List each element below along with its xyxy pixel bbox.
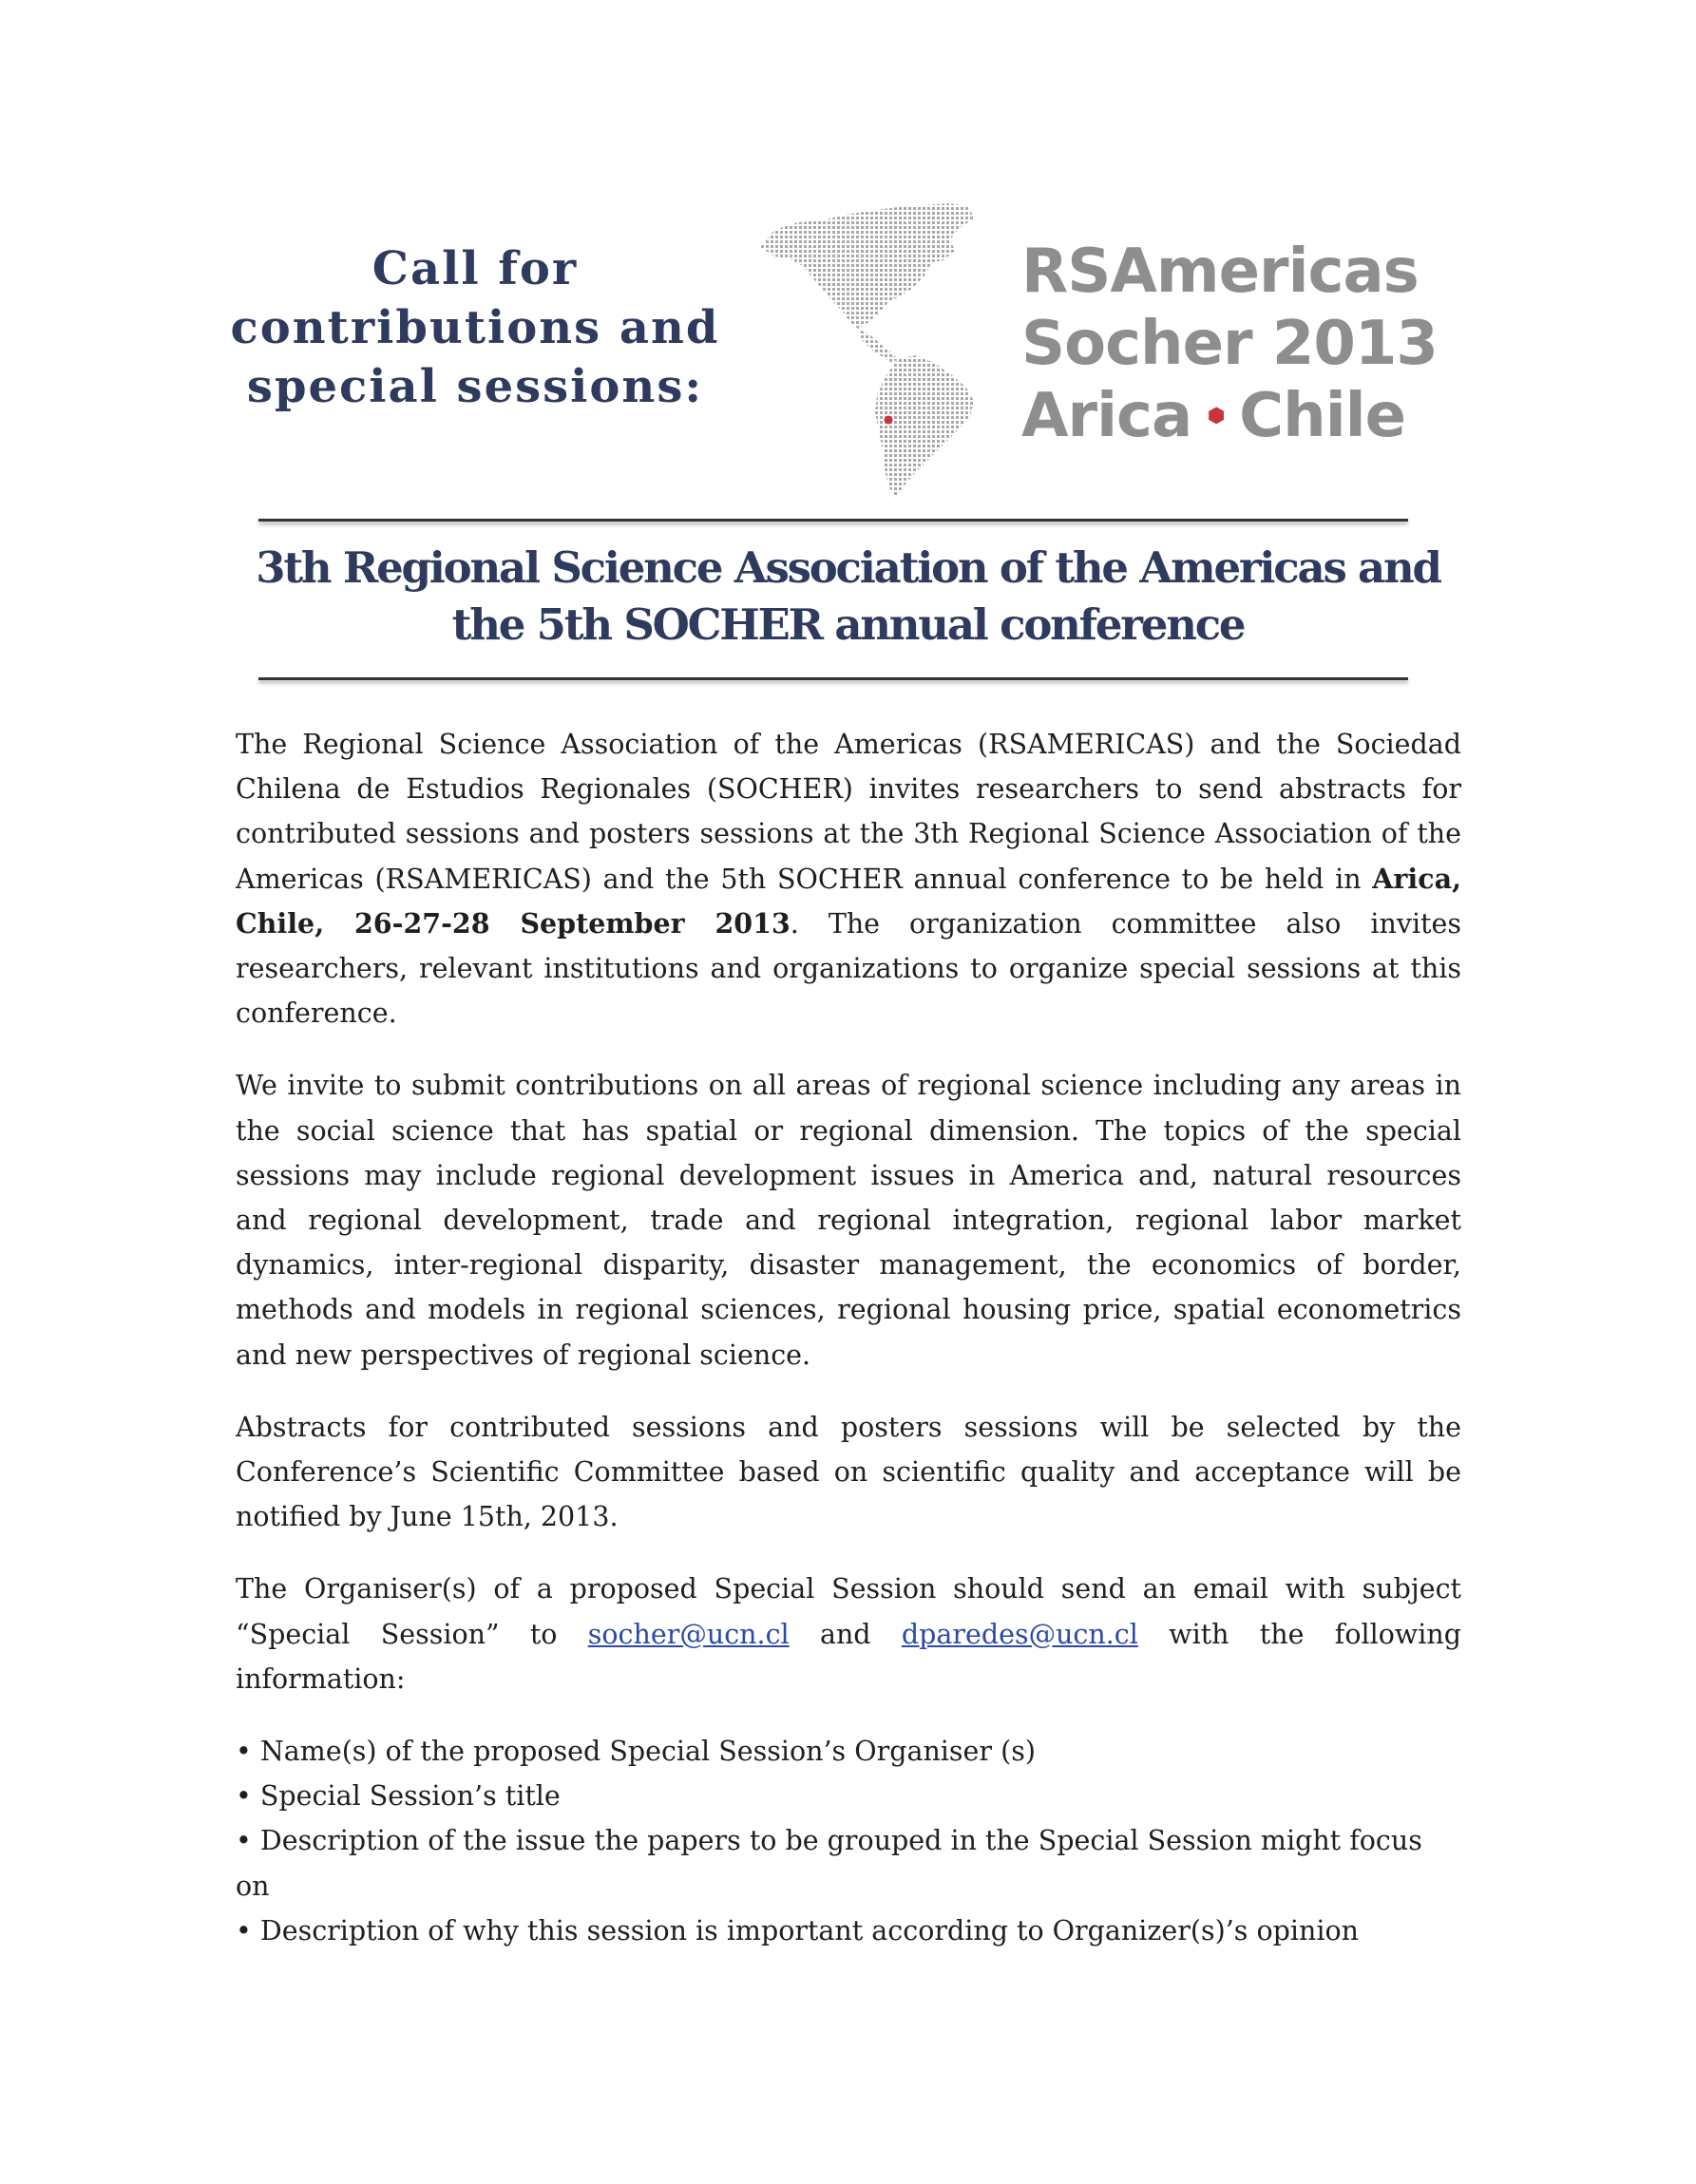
logo-line-2: Socher 2013: [1021, 309, 1438, 379]
list-item: • Description of the issue the papers to be grouped in the Special Session might focus on: [236, 1825, 1422, 1902]
logo-city: Arica: [1021, 381, 1192, 451]
logo-line-3: [1021, 380, 1438, 452]
list-item: • Name(s) of the proposed Special Session’s Organiser (s): [236, 1736, 1036, 1768]
required-info-list: [236, 1729, 1461, 1953]
special-session-text-end: with the following information:: [236, 1618, 1461, 1695]
title-line-1: 3th Regional Science Association of the Americas and: [256, 542, 1440, 593]
abstracts-paragraph: Abstracts for contributed sessions and posters sessions will be selected by the Conference’s Scientific Committee based on scientific quality and acceptance will be notified by June 15th, 2013.: [236, 1411, 1461, 1533]
logo-line-1: RSAmericas: [1021, 237, 1419, 307]
rsamericas-logo: [1021, 236, 1438, 452]
call-line-1: Call for: [372, 242, 579, 295]
document-body: [236, 722, 1461, 1953]
logo-red-dot-icon: [1209, 407, 1224, 424]
socher-email-link[interactable]: socher@ucn.cl: [587, 1618, 790, 1650]
call-line-2: contributions and: [230, 301, 720, 354]
email-separator: and: [789, 1618, 902, 1650]
conference-title: [219, 540, 1477, 654]
intro-text-end: . The organization committee also invites researchers, relevant institutions and organizations to organize special sessions at this conference.: [236, 907, 1461, 1030]
title-line-2: the 5th SOCHER annual conference: [451, 599, 1245, 650]
special-session-text: The Organiser(s) of a proposed Special Session should send an email with subject “Special Session” to: [236, 1573, 1461, 1650]
special-session-paragraph: [236, 1567, 1461, 1701]
location-dates: Arica, Chile, 26-27-28 September 2013: [236, 862, 1461, 940]
dparedes-email-link[interactable]: dparedes@ucn.cl: [901, 1618, 1138, 1650]
header: [0, 0, 1696, 513]
list-item: • Special Session’s title: [236, 1780, 561, 1813]
list-item: • Description of why this session is important according to Organizer(s)’s opinion: [236, 1914, 1359, 1947]
topics-paragraph: We invite to submit contributions on all areas of regional science including any areas in the social science that has spatial or regional dimension. The topics of the special sessions may include regional development issues in America and, natural resources and regional development, trade and regional integration, regional labor market dynamics, inter-regional disparity, disaster management, the economics of border, methods and models in regional sciences, regional housing price, spatial econometrics and new perspectives of regional science.: [236, 1070, 1461, 1371]
call-line-3: special sessions:: [246, 360, 704, 413]
intro-text: The Regional Science Association of the Americas (RSAMERICAS) and the Sociedad Chilena de Estudios Regionales (SOCHER) invites researchers to send abstracts for contributed sessions and posters sessions at the 3th Regional Science Association of the Americas (RSAMERICAS) and the 5th SOCHER annual conference to be held in: [236, 729, 1461, 895]
bottom-divider: [258, 677, 1408, 680]
call-for-contributions-heading: [219, 239, 732, 416]
americas-dotted-map-icon: [755, 201, 1026, 501]
top-divider: [258, 519, 1408, 522]
intro-paragraph: [236, 722, 1461, 1035]
logo-country: Chile: [1239, 381, 1405, 451]
